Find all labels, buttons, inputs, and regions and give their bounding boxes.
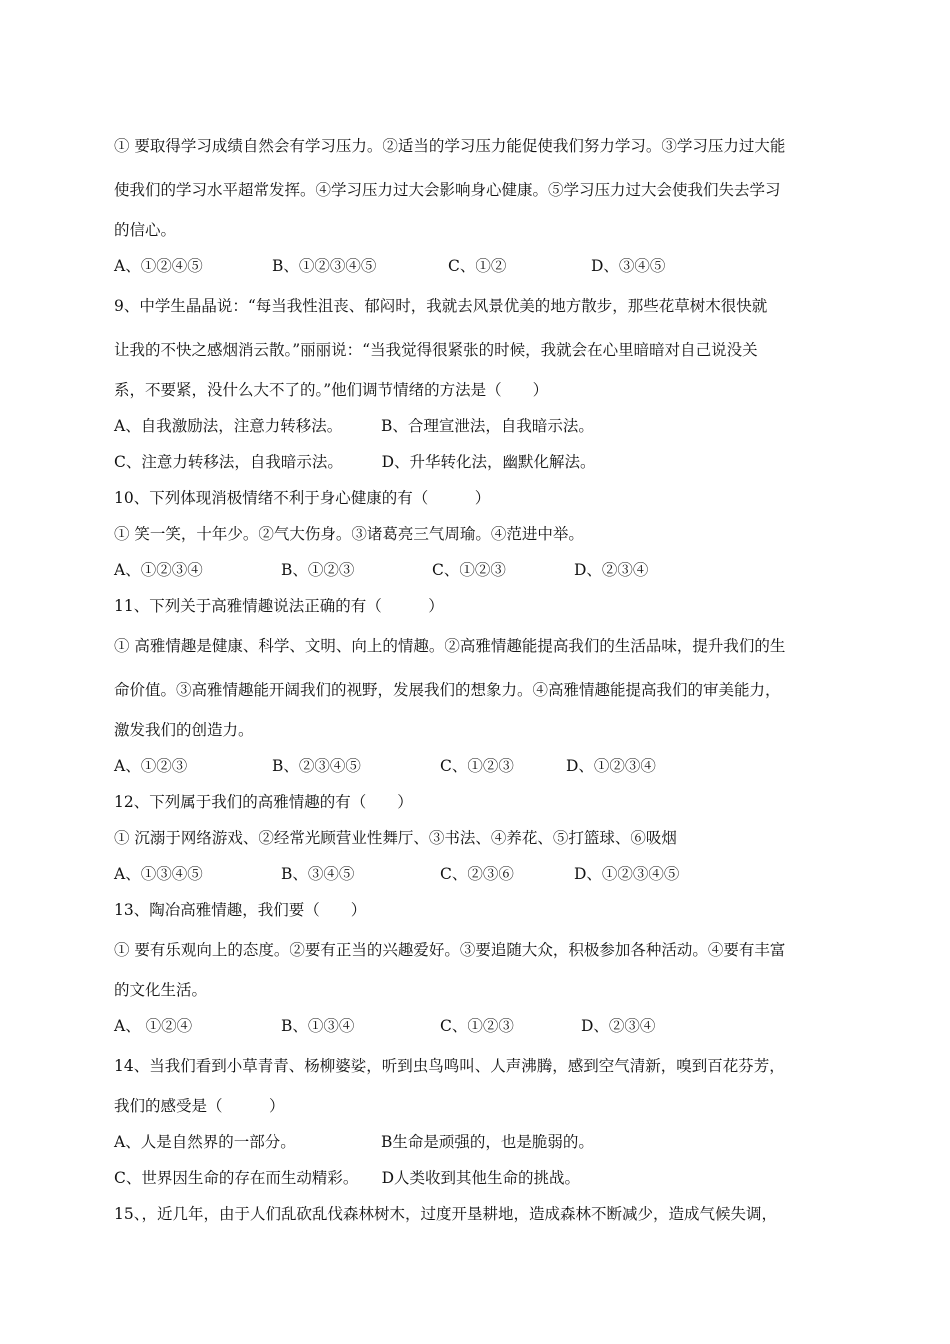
q8-option-d: D、③④⑤ — [591, 257, 666, 275]
q12-options — [114, 856, 844, 892]
q13-statement-line-1: ① 要有乐观向上的态度。②要有正当的兴趣爱好。③要追随大众，积极参加各种活动。④要有丰富 — [114, 941, 786, 959]
q13-option-c: C、①②③ — [440, 1017, 514, 1035]
q11-option-c: C、①②③ — [440, 757, 514, 775]
q9-stem-line-1: 9、中学生晶晶说：“每当我性沮丧、郁闷时，我就去风景优美的地方散步，那些花草树木很快就 — [114, 297, 768, 315]
q13-options — [114, 1008, 844, 1044]
q8-option-a: A、①②④⑤ — [114, 257, 203, 275]
q10-stem: 10、下列体现消极情绪不利于身心健康的有（ ） — [114, 489, 491, 507]
q13-option-d: D、②③④ — [581, 1017, 656, 1035]
q13-option-a: A、 ①②④ — [114, 1017, 193, 1035]
q14-stem-line-1: 14、当我们看到小草青青、杨柳婆娑，听到虫鸟鸣叫、人声沸腾，感到空气清新，嗅到百花芬芳， — [114, 1057, 785, 1075]
q11-option-d: D、①②③④ — [566, 757, 656, 775]
q12-option-b: B、③④⑤ — [281, 865, 355, 883]
q13-statement-line-2: 的文化生活。 — [114, 981, 208, 999]
q11-statement-line-3: 激发我们的创造力。 — [114, 721, 254, 739]
q8-statement-line-1: ① 要取得学习成绩自然会有学习压力。②适当的学习压力能促使我们努力学习。③学习压力过大能 — [114, 137, 786, 155]
q14-options-ab: A、人是自然界的一部分。 B生命是顽强的，也是脆弱的。 — [114, 1133, 594, 1151]
document-page — [114, 124, 844, 1232]
q8-statement-line-3: 的信心。 — [114, 221, 177, 239]
q12-stem: 12、下列属于我们的高雅情趣的有（ ） — [114, 793, 413, 811]
q9-stem-line-2: 让我的不快之感烟消云散。”丽丽说：“当我觉得很紧张的时候，我就会在心里暗暗对自己说没关 — [114, 341, 758, 359]
q9-options-ab: A、自我激励法，注意力转移法。 B、合理宣泄法，自我暗示法。 — [114, 417, 594, 435]
q10-option-c: C、①②③ — [432, 561, 506, 579]
q10-option-d: D、②③④ — [574, 561, 649, 579]
q8-options — [114, 248, 844, 284]
q10-option-b: B、①②③ — [281, 561, 355, 579]
q10-options — [114, 552, 844, 588]
q11-option-b: B、②③④⑤ — [272, 757, 361, 775]
q14-stem-line-2: 我们的感受是（ ） — [114, 1097, 285, 1115]
q13-option-b: B、①③④ — [281, 1017, 355, 1035]
q15-stem-line-1: 15、，近几年，由于人们乱砍乱伐森林树木，过度开垦耕地，造成森林不断减少，造成气候失调， — [114, 1205, 777, 1223]
q9-options-cd: C、注意力转移法，自我暗示法。 D、升华转化法，幽默化解法。 — [114, 453, 596, 471]
q12-statements: ① 沉溺于网络游戏、②经常光顾营业性舞厅、③书法、④养花、⑤打篮球、⑥吸烟 — [114, 829, 677, 847]
q11-options — [114, 748, 844, 784]
q8-option-c: C、①② — [448, 257, 507, 275]
q12-option-a: A、①③④⑤ — [114, 865, 203, 883]
q14-options-cd: C、世界因生命的存在而生动精彩。 D人类收到其他生命的挑战。 — [114, 1169, 581, 1187]
q11-stem: 11、下列关于高雅情趣说法正确的有（ ） — [114, 597, 444, 615]
q9-stem-line-3: 系，不要紧，没什么大不了的。”他们调节情绪的方法是（ ） — [114, 381, 549, 399]
q8-option-b: B、①②③④⑤ — [272, 257, 377, 275]
q10-statements: ① 笑一笑，十年少。②气大伤身。③诸葛亮三气周瑜。④范进中举。 — [114, 525, 584, 543]
q8-statement-line-2: 使我们的学习水平超常发挥。④学习压力过大会影响身心健康。⑤学习压力过大会使我们失去学习 — [114, 181, 781, 199]
q10-option-a: A、①②③④ — [114, 561, 203, 579]
q11-statement-line-1: ① 高雅情趣是健康、科学、文明、向上的情趣。②高雅情趣能提高我们的生活品味，提升我们的生 — [114, 637, 786, 655]
q12-option-d: D、①②③④⑤ — [574, 865, 680, 883]
q11-statement-line-2: 命价值。③高雅情趣能开阔我们的视野，发展我们的想象力。④高雅情趣能提高我们的审美能力， — [114, 681, 781, 699]
q12-option-c: C、②③⑥ — [440, 865, 514, 883]
q13-stem: 13、陶冶高雅情趣，我们要（ ） — [114, 901, 367, 919]
q11-option-a: A、①②③ — [114, 757, 188, 775]
